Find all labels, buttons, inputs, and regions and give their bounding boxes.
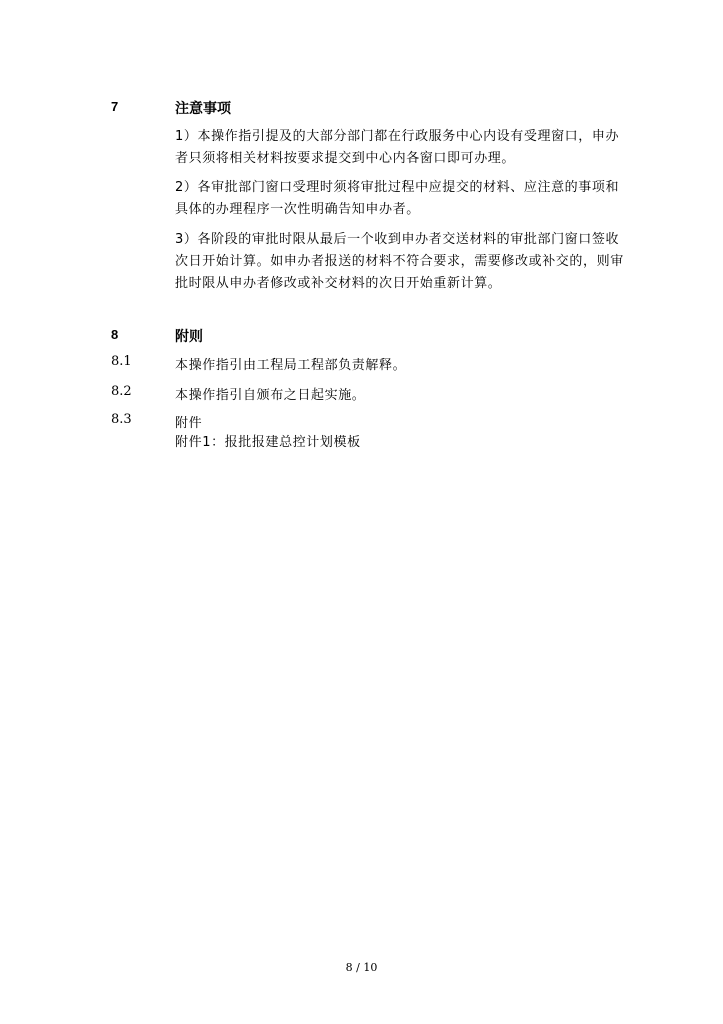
clause-8-3-text: 附件 — [175, 416, 203, 431]
attachment-1-line: 附件1：报批报建总控计划模板 — [175, 435, 361, 450]
section-7-item-2: 2）各审批部门窗口受理时须将审批过程中应提交的材料、应注意的事项和具体的办理程序一次性明确告知申办者。 — [175, 180, 620, 217]
clause-8-2-number: 8.2 — [111, 384, 132, 399]
clause-8-1-text: 本操作指引由工程局工程部负责解释。 — [175, 358, 407, 373]
section-7-item-1: 1）本操作指引提及的大部分部门都在行政服务中心内设有受理窗口，申办者只须将相关材料按要求提交到中心内各窗口即可办理。 — [175, 129, 620, 166]
clause-8-1-number: 8.1 — [111, 354, 132, 369]
section-7-item-3: 3）各阶段的审批时限从最后一个收到申办者交送材料的审批部门窗口签收次日开始计算。如申办者报送的材料不符合要求，需要修改或补交的，则审批时限从申办者修改或补交材料的次日开始重新计算。 — [175, 232, 624, 291]
section-7-number: 7 — [111, 99, 119, 114]
clause-8-2-text: 本操作指引自颁布之日起实施。 — [175, 388, 366, 403]
section-8-title: 附则 — [175, 329, 203, 345]
section-8-number: 8 — [111, 327, 119, 342]
page-number: 8 / 10 — [345, 961, 378, 974]
clause-8-3-number: 8.3 — [111, 412, 132, 427]
section-7-title: 注意事项 — [175, 101, 231, 117]
